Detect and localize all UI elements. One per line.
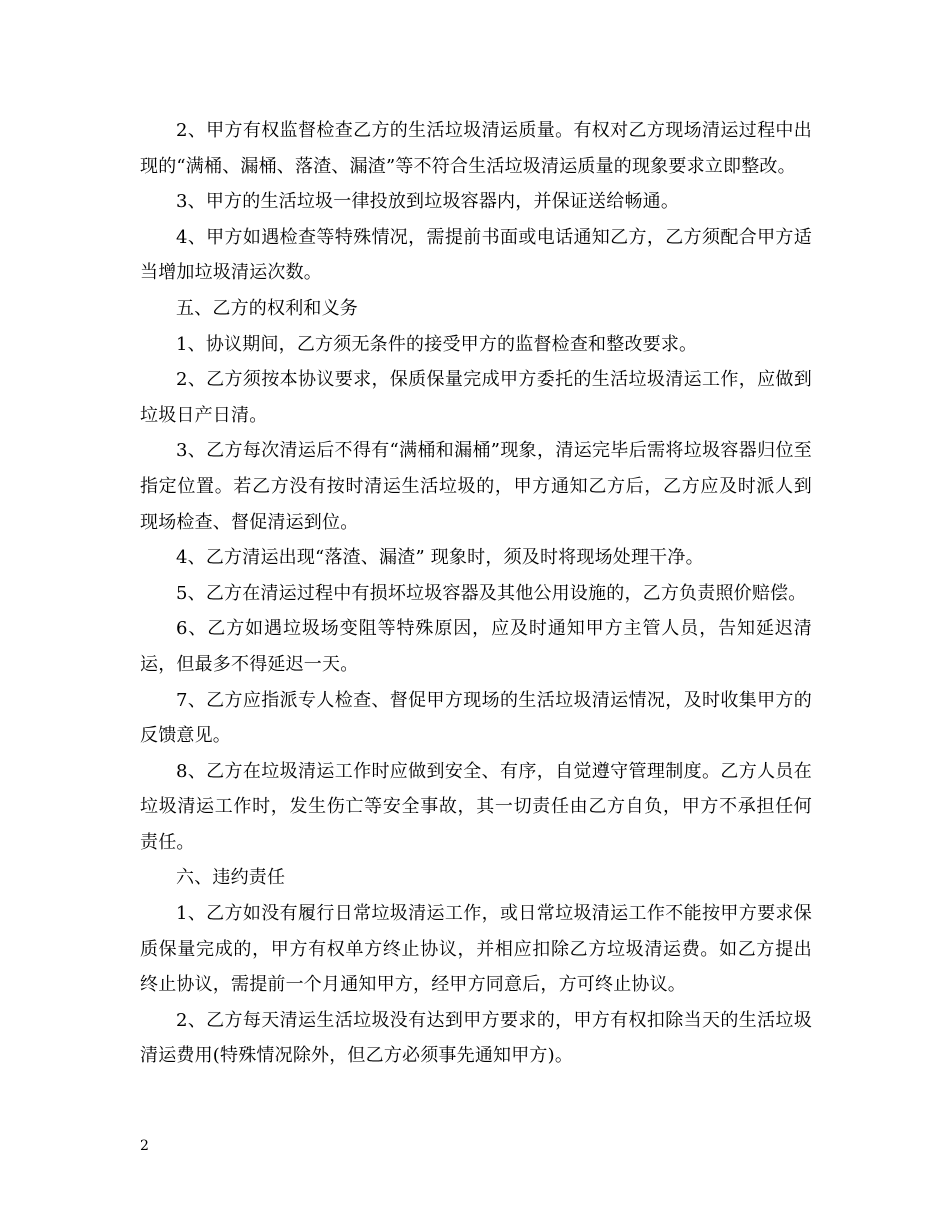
paragraph-clause-yi-6: 6、乙方如遇垃圾场变阻等特殊原因，应及时通知甲方主管人员，告知延迟清运，但最多不得延迟一天。 bbox=[140, 618, 812, 675]
paragraph-clause-yi-4: 4、乙方清运出现“落渣、漏渣” 现象时，须及时将现场处理干净。 bbox=[176, 547, 704, 569]
paragraph-breach-2: 2、乙方每天清运生活垃圾没有达到甲方要求的，甲方有权扣除当天的生活垃圾清运费用(特殊情况除外，但乙方必须事先通知甲方)。 bbox=[140, 1009, 812, 1067]
paragraph-breach-1: 1、乙方如没有履行日常垃圾清运工作，或日常垃圾清运工作不能按甲方要求保质保量完成的，甲方有权单方终止协议，并相应扣除乙方垃圾清运费。如乙方提出终止协议，需提前一个月通知甲方，经甲方同意后，方可终止协议。 bbox=[140, 903, 812, 996]
paragraph-clause-yi-2: 2、乙方须按本协议要求，保质保量完成甲方委托的生活垃圾清运工作，应做到垃圾日产日清。 bbox=[140, 369, 812, 426]
document-body bbox=[140, 113, 812, 1074]
section-heading-yi-rights: 五、乙方的权利和义务 bbox=[176, 297, 358, 319]
paragraph-clause-yi-3: 3、乙方每次清运后不得有“满桶和漏桶”现象，清运完毕后需将垃圾容器归位至指定位置。若乙方没有按时清运生活垃圾的，甲方通知乙方后，乙方应及时派人到现场检查、督促清运到位。 bbox=[140, 440, 812, 533]
page-number: 2 bbox=[140, 1138, 149, 1154]
paragraph-clause-yi-5: 5、乙方在清运过程中有损坏垃圾容器及其他公用设施的，乙方负责照价赔偿。 bbox=[176, 582, 807, 604]
paragraph-clause-jia-2: 2、甲方有权监督检查乙方的生活垃圾清运质量。有权对乙方现场清运过程中出现的“满桶、漏桶、落渣、漏渣”等不符合生活垃圾清运质量的现象要求立即整改。 bbox=[140, 120, 812, 177]
paragraph-clause-jia-4: 4、甲方如遇检查等特殊情况，需提前书面或电话通知乙方，乙方须配合甲方适当增加垃圾清运次数。 bbox=[140, 226, 812, 284]
section-heading-breach: 六、违约责任 bbox=[176, 867, 286, 889]
paragraph-clause-yi-8: 8、乙方在垃圾清运工作时应做到安全、有序，自觉遵守管理制度。乙方人员在垃圾清运工作时，发生伤亡等安全事故，其一切责任由乙方自负，甲方不承担任何责任。 bbox=[140, 760, 812, 853]
paragraph-clause-yi-7: 7、乙方应指派专人检查、督促甲方现场的生活垃圾清运情况，及时收集甲方的反馈意见。 bbox=[140, 689, 812, 747]
paragraph-clause-yi-1: 1、协议期间，乙方须无条件的接受甲方的监督检查和整改要求。 bbox=[176, 333, 698, 355]
paragraph-clause-jia-3: 3、甲方的生活垃圾一律投放到垃圾容器内，并保证送给畅通。 bbox=[176, 191, 680, 213]
